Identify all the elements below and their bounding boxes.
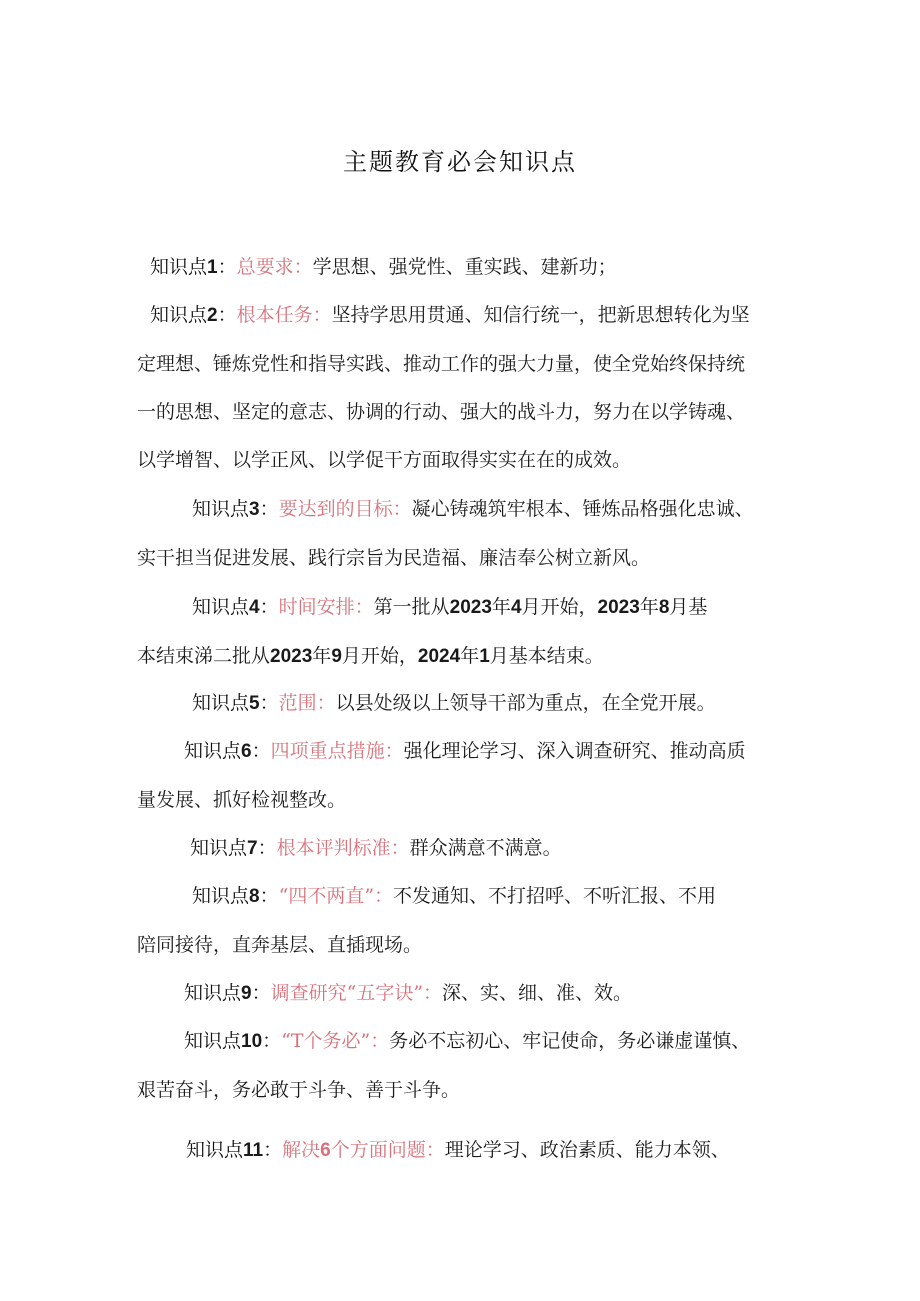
page-title: 主题教育必会知识点 (343, 148, 577, 176)
point-text: 月开始， (341, 645, 418, 667)
point-line (137, 291, 787, 340)
point-text: 学思想、强党性、重实践、建新功； (312, 256, 617, 278)
point-text-line: 一的思想、坚定的意志、协调的行动、强大的战斗力，努力在以学铸魂、 (137, 401, 746, 423)
point-colon: ： (251, 982, 271, 1004)
point-text: 年 (491, 596, 511, 618)
knowledge-point-10 (137, 1017, 787, 1114)
point-line (137, 632, 787, 681)
point-heading-rest: 个方面问题： (330, 1139, 445, 1161)
point-colon: ： (259, 596, 279, 618)
month: 8 (658, 597, 670, 618)
point-heading: “四不两直”： (278, 885, 394, 907)
point-colon: ： (262, 1030, 282, 1052)
month: 4 (510, 597, 522, 618)
point-heading: 四项重点措施： (270, 740, 404, 762)
point-line (150, 243, 800, 292)
point-text-line: 陪同接待，直奔基层、直插现场。 (137, 934, 423, 956)
point-text: 以县处级以上领导干部为重点，在全党开展。 (335, 692, 716, 714)
point-number: 7 (247, 838, 258, 859)
point-text: 不发通知、不打招呼、不听汇报、不用 (393, 885, 717, 907)
point-line (137, 583, 787, 632)
point-colon: ： (251, 740, 271, 762)
point-heading: 根本任务： (236, 304, 332, 326)
knowledge-point-5 (137, 679, 787, 728)
point-colon: ： (259, 498, 279, 520)
point-text-line: 以学增智、以学正风、以学促干方面取得实实在在的成效。 (137, 449, 632, 471)
point-number: 9 (241, 983, 252, 1004)
point-line (137, 872, 787, 921)
point-text: 强化理论学习、深入调查研究、推动高质 (403, 740, 746, 762)
point-prefix: 知识点 (150, 256, 208, 278)
point-text: 年 (460, 645, 480, 667)
point-text: 月开始， (521, 596, 598, 618)
point-colon: ： (259, 692, 279, 714)
point-prefix: 知识点 (192, 596, 250, 618)
point-heading: 调查研究“五字诀”： (270, 982, 443, 1004)
point-colon: ： (217, 304, 237, 326)
year: 2023 (597, 597, 640, 618)
point-heading-number: 6 (320, 1140, 331, 1161)
point-number: 3 (249, 499, 260, 520)
knowledge-point-4 (137, 583, 787, 681)
point-text: 凝心铸魂筑牢根本、锤炼品格强化忠诚、 (411, 498, 754, 520)
point-line (137, 485, 787, 534)
point-prefix: 知识点 (150, 304, 208, 326)
point-number: 1 (207, 257, 218, 278)
point-number: 11 (243, 1140, 264, 1161)
point-text: 年 (312, 645, 332, 667)
point-heading: 根本评判标准： (276, 837, 410, 859)
knowledge-point-1 (150, 243, 800, 292)
point-prefix: 知识点 (184, 740, 242, 762)
point-number: 8 (249, 886, 260, 907)
point-line (137, 824, 787, 873)
point-line (137, 969, 787, 1018)
knowledge-point-7 (137, 824, 787, 873)
point-text: 本结束涕二批从 (137, 645, 271, 667)
point-text-line: 定理想、锤炼党性和指导实践、推动工作的强大力量，使全党始终保持统 (137, 353, 746, 375)
point-heading: 范围： (278, 692, 336, 714)
knowledge-point-9 (137, 969, 787, 1018)
point-text-line: 实干担当促进发展、践行宗旨为民造福、廉洁奉公树立新风。 (137, 547, 651, 569)
point-text-line: 量发展、抓好检视整改。 (137, 789, 347, 811)
point-line (137, 679, 787, 728)
point-text: 务必不忘初心、牢记使命，务必谦虚谨慎、 (389, 1030, 751, 1052)
point-colon: ： (217, 256, 237, 278)
point-prefix: 知识点 (186, 1139, 244, 1161)
month: 1 (479, 646, 490, 667)
point-text: 月基 (669, 596, 708, 618)
point-colon: ： (259, 885, 279, 907)
year: 2023 (449, 597, 492, 618)
point-prefix: 知识点 (184, 1030, 242, 1052)
year: 2023 (270, 646, 313, 667)
point-line (137, 727, 787, 776)
point-line (137, 1126, 787, 1175)
knowledge-point-3 (137, 485, 787, 582)
point-heading: 解决 (282, 1139, 321, 1161)
knowledge-point-8 (137, 872, 787, 969)
year: 2024 (417, 646, 461, 667)
point-text: 月基本结束。 (489, 645, 604, 667)
point-text: 第一批从 (373, 596, 450, 618)
point-number: 2 (207, 305, 218, 326)
point-heading: 时间安排： (278, 596, 374, 618)
point-text: 理论学习、政治素质、能力本领、 (444, 1139, 730, 1161)
knowledge-point-11 (137, 1126, 787, 1175)
point-text: 年 (639, 596, 659, 618)
point-prefix: 知识点 (192, 498, 250, 520)
point-text-line: 艰苦奋斗，务必敢于斗争、善于斗争。 (137, 1079, 461, 1101)
point-number: 4 (249, 597, 260, 618)
month: 9 (331, 646, 342, 667)
point-number: 6 (241, 741, 252, 762)
knowledge-point-2 (137, 291, 787, 484)
point-number: 10 (241, 1031, 263, 1052)
point-colon: ： (263, 1139, 283, 1161)
point-text: 坚持学思用贯通、知信行统一，把新思想转化为坚 (331, 304, 750, 326)
point-line (137, 1017, 787, 1066)
point-number: 5 (249, 693, 260, 714)
knowledge-point-6 (137, 727, 787, 824)
point-heading: 要达到的目标： (278, 498, 412, 520)
point-colon: ： (257, 837, 277, 859)
point-text: 深、实、细、准、效。 (442, 982, 633, 1004)
point-prefix: 知识点 (184, 982, 242, 1004)
point-text: 群众满意不满意。 (409, 837, 562, 859)
point-heading: 总要求： (236, 256, 313, 278)
point-prefix: 知识点 (192, 885, 250, 907)
point-heading: “T个务必”： (281, 1030, 390, 1052)
point-prefix: 知识点 (192, 692, 250, 714)
point-prefix: 知识点 (190, 837, 248, 859)
